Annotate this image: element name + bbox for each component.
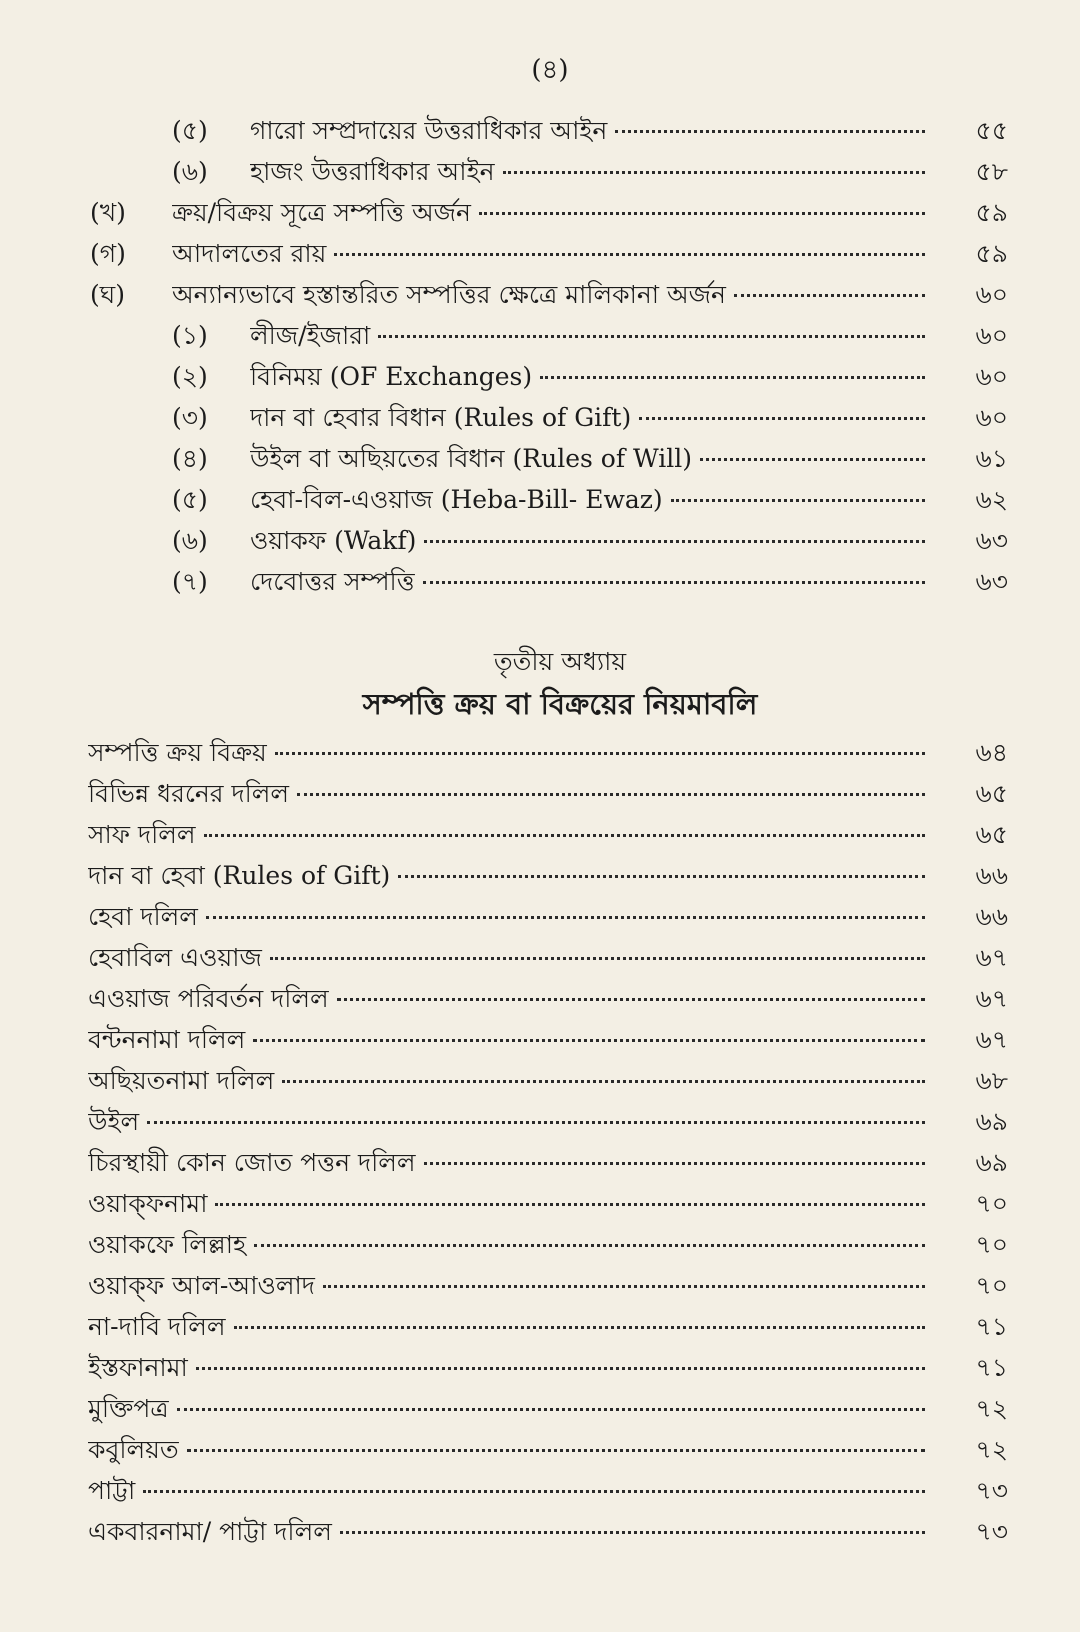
toc-entry-page: ৬৭: [975, 984, 1008, 1013]
page-number: (৪): [531, 55, 569, 85]
toc-entry-marker: (৫): [172, 116, 208, 145]
chapter-label: তৃতীয় অধ্যায়: [493, 647, 627, 676]
dot-leader: [282, 1080, 925, 1083]
toc-entry-title: ওয়াকফ (Wakf): [250, 526, 417, 555]
toc-entry: [0, 561, 1080, 602]
dot-leader: [297, 793, 925, 796]
toc-entry-page: ৬০: [975, 362, 1008, 391]
toc-entry-title: ওয়াক্‌ফনামা: [88, 1189, 208, 1218]
toc-entry-page: ৬৩: [975, 526, 1008, 555]
dot-leader: [424, 540, 925, 543]
toc-entry: [0, 1306, 1080, 1347]
dot-leader: [700, 458, 925, 461]
toc-entry-page: ৭১: [975, 1312, 1008, 1341]
toc-entry-title: হাজং উত্তরাধিকার আইন: [250, 157, 495, 186]
toc-entry-page: ৬৪: [975, 738, 1008, 767]
toc-entry: [0, 1060, 1080, 1101]
toc-entry: [0, 937, 1080, 978]
toc-entry: [0, 110, 1080, 151]
toc-entry-title: মুক্তিপত্র: [88, 1394, 169, 1423]
toc-entry-title: দান বা হেবা (Rules of Gift): [88, 861, 391, 890]
toc-entry-page: ৭২: [975, 1394, 1008, 1423]
toc-entry: [0, 1265, 1080, 1306]
toc-entry-title: চিরস্থায়ী কোন জোত পত্তন দলিল: [88, 1148, 416, 1177]
toc-entry-title: বিনিময় (OF Exchanges): [250, 362, 533, 391]
toc-entry: [0, 1224, 1080, 1265]
dot-leader: [206, 916, 925, 919]
toc-entry-marker: (৩): [172, 403, 208, 432]
dot-leader: [337, 998, 925, 1001]
toc-entry-title: অন্যান্যভাবে হস্তান্তরিত সম্পত্তির ক্ষেত্রে মালিকানা অর্জন: [172, 280, 726, 309]
toc-entry: [0, 479, 1080, 520]
toc-entry: [0, 233, 1080, 274]
toc-entry: [0, 1470, 1080, 1511]
toc-entry-title: ওয়াকফে লিল্লাহ: [88, 1230, 247, 1259]
dot-leader: [204, 834, 925, 837]
toc-entry-marker: (গ): [90, 239, 126, 268]
toc-entry-marker: (৫): [172, 485, 208, 514]
toc-entry: [0, 773, 1080, 814]
toc-entry-title: দেবোত্তর সম্পত্তি: [250, 567, 415, 596]
dot-leader: [424, 1162, 926, 1165]
toc-entry-page: ৭০: [975, 1189, 1008, 1218]
toc-entry-title: ওয়াক্‌ফ আল-আওলাদ: [88, 1271, 315, 1300]
toc-entry-page: ৬৯: [975, 1148, 1008, 1177]
dot-leader: [423, 581, 925, 584]
dot-leader: [215, 1203, 925, 1206]
dot-leader: [540, 376, 925, 379]
toc-entry-marker: (২): [172, 362, 208, 391]
dot-leader: [734, 294, 925, 297]
dot-leader: [275, 752, 925, 755]
toc-entry-page: ৭১: [975, 1353, 1008, 1382]
toc-entry-page: ৭০: [975, 1230, 1008, 1259]
toc-entry-page: ৫৫: [975, 116, 1008, 145]
dot-leader: [334, 253, 925, 256]
toc-entry-page: ৬৫: [975, 779, 1008, 808]
toc-entry-page: ৬৬: [975, 902, 1008, 931]
toc-entry-title: লীজ/ইজারা: [250, 321, 371, 350]
toc-entry-page: ৬১: [975, 444, 1008, 473]
toc-entry-page: ৬৫: [975, 820, 1008, 849]
toc-entry-title: হেবা-বিল-এওয়াজ (Heba-Bill- Ewaz): [250, 485, 663, 514]
dot-leader: [253, 1039, 925, 1042]
dot-leader: [270, 957, 925, 960]
toc-entry-marker: (১): [172, 321, 208, 350]
toc-entry-title: বন্টননামা দলিল: [88, 1025, 246, 1054]
toc-entry: [0, 315, 1080, 356]
toc-entry-page: ৬০: [975, 321, 1008, 350]
toc-entry-page: ৬৮: [975, 1066, 1008, 1095]
table-of-contents: [0, 110, 1080, 1552]
toc-entry-page: ৬০: [975, 403, 1008, 432]
toc-entry-page: ৫৮: [975, 157, 1008, 186]
dot-leader: [378, 335, 925, 338]
toc-entry-page: ৬৭: [975, 943, 1008, 972]
toc-entry-title: বিভিন্ন ধরনের দলিল: [88, 779, 290, 808]
toc-entry-page: ৫৯: [975, 239, 1008, 268]
toc-entry-marker: (৪): [172, 444, 208, 473]
toc-entry: [0, 1388, 1080, 1429]
dot-leader: [639, 417, 925, 420]
toc-entry-title: আদালতের রায়: [172, 239, 327, 268]
dot-leader: [479, 212, 925, 215]
toc-entry: [0, 192, 1080, 233]
toc-entry: [0, 1101, 1080, 1142]
toc-entry: [0, 1142, 1080, 1183]
dot-leader: [177, 1408, 925, 1411]
toc-entry: [0, 896, 1080, 937]
toc-entry-page: ৬৭: [975, 1025, 1008, 1054]
toc-entry: [0, 1183, 1080, 1224]
dot-leader: [143, 1490, 925, 1493]
toc-entry-title: উইল বা অছিয়তের বিধান (Rules of Will): [250, 444, 693, 473]
toc-entry-title: উইল: [88, 1107, 140, 1136]
toc-entry-marker: (৬): [172, 526, 208, 555]
toc-entry-page: ৬৩: [975, 567, 1008, 596]
toc-entry-title: হেবা দলিল: [88, 902, 198, 931]
toc-entry-marker: (ঘ): [90, 280, 125, 309]
toc-entry: [0, 1019, 1080, 1060]
toc-entry: [0, 732, 1080, 773]
toc-entry: [0, 855, 1080, 896]
toc-entry-title: ইস্তফানামা: [88, 1353, 188, 1382]
toc-entry-marker: (৭): [172, 567, 208, 596]
dot-leader: [323, 1285, 925, 1288]
toc-entry-page: ৬৯: [975, 1107, 1008, 1136]
toc-entry: [0, 978, 1080, 1019]
toc-entry: [0, 1429, 1080, 1470]
toc-entry: [0, 397, 1080, 438]
toc-entry: [0, 1347, 1080, 1388]
toc-entry-title: হেবাবিল এওয়াজ: [88, 943, 262, 972]
toc-entry-page: ৬০: [975, 280, 1008, 309]
toc-entry-page: ৬২: [975, 485, 1008, 514]
toc-entry-title: পাট্টা: [88, 1476, 136, 1505]
toc-entry-page: ৭২: [975, 1435, 1008, 1464]
toc-entry-title: ক্রয়/বিক্রয় সূত্রে সম্পত্তি অর্জন: [172, 198, 471, 227]
toc-entry: [0, 274, 1080, 315]
toc-entry-marker: (খ): [90, 198, 126, 227]
dot-leader: [254, 1244, 925, 1247]
toc-entry-title: এওয়াজ পরিবর্তন দলিল: [88, 984, 329, 1013]
toc-entry: [0, 1511, 1080, 1552]
dot-leader: [615, 130, 925, 133]
toc-entry-title: সাফ দলিল: [88, 820, 196, 849]
toc-entry: [0, 814, 1080, 855]
toc-entry-page: ৫৯: [975, 198, 1008, 227]
dot-leader: [503, 171, 925, 174]
toc-entry-page: ৭৩: [975, 1476, 1008, 1505]
dot-leader: [196, 1367, 925, 1370]
toc-entry: [0, 356, 1080, 397]
dot-leader: [398, 875, 925, 878]
toc-entry-title: একবারনামা/ পাট্টা দলিল: [88, 1517, 332, 1546]
toc-entry-title: না-দাবি দলিল: [88, 1312, 226, 1341]
toc-entry-marker: (৬): [172, 157, 208, 186]
toc-entry: [0, 520, 1080, 561]
toc-entry-page: ৭০: [975, 1271, 1008, 1300]
toc-entry: [0, 151, 1080, 192]
dot-leader: [671, 499, 925, 502]
dot-leader: [147, 1121, 925, 1124]
toc-entry-page: ৬৬: [975, 861, 1008, 890]
toc-entry-title: গারো সম্প্রদায়ের উত্তরাধিকার আইন: [250, 116, 608, 145]
toc-entry-page: ৭৩: [975, 1517, 1008, 1546]
dot-leader: [234, 1326, 925, 1329]
toc-entry-title: কবুলিয়ত: [88, 1435, 179, 1464]
toc-entry-title: অছিয়তনামা দলিল: [88, 1066, 275, 1095]
dot-leader: [187, 1449, 925, 1452]
toc-entry-title: সম্পত্তি ক্রয় বিক্রয়: [88, 738, 267, 767]
chapter-title: সম্পত্তি ক্রয় বা বিক্রয়ের নিয়মাবলি: [362, 687, 758, 721]
dot-leader: [340, 1531, 925, 1534]
toc-entry-title: দান বা হেবার বিধান (Rules of Gift): [250, 403, 632, 432]
toc-entry: [0, 438, 1080, 479]
